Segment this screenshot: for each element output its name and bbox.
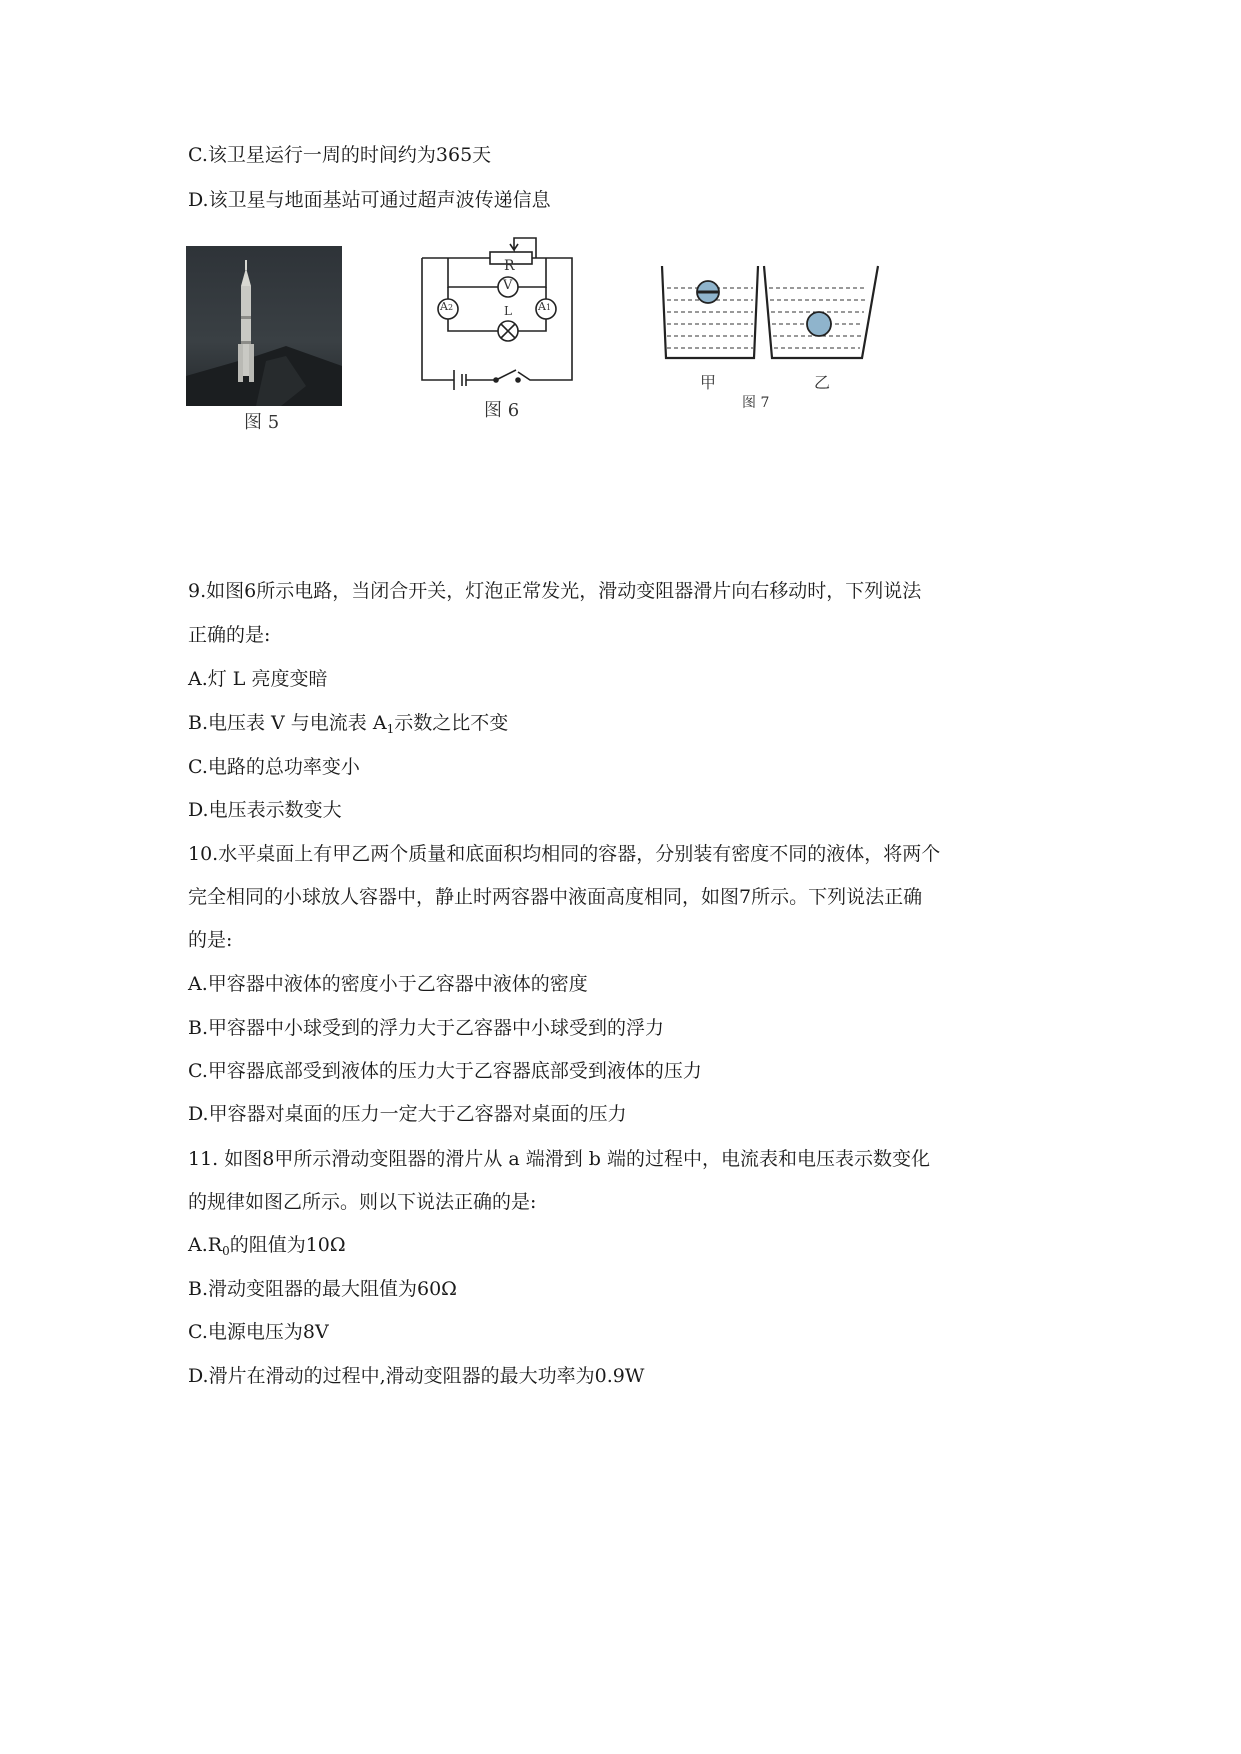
q10-option-b: B.甲容器中小球受到的浮力大于乙容器中小球受到的浮力 [188, 1017, 665, 1039]
q9-option-d: D.电压表示数变大 [188, 799, 342, 821]
q11-option-c: C.电源电压为8V [188, 1321, 329, 1343]
label-A2: A2 [440, 300, 454, 313]
containers-diagram [656, 262, 886, 366]
figure-7-caption: 图 7 [742, 395, 770, 411]
figure-6 [414, 224, 584, 424]
q11-option-a: $A.R_0$的阻值为10Ω [188, 1234, 346, 1258]
q8-option-d: D.该卫星与地面基站可通过超声波传递信息 [188, 189, 551, 211]
q11-option-d: D.滑片在滑动的过程中,滑动变阻器的最大功率为0.9W [188, 1365, 645, 1387]
figure-6-caption: 图 6 [484, 400, 520, 421]
label-yi: 乙 [814, 373, 831, 392]
q11-stem-line1: 11. 如图8甲所示滑动变阻器的滑片从 a 端滑到 b 端的过程中，电流表和电压表示数变化 [188, 1148, 930, 1170]
q10-option-d: D.甲容器对桌面的压力一定大于乙容器对桌面的压力 [188, 1103, 627, 1125]
q9-option-a: A.灯 L 亮度变暗 [188, 668, 328, 690]
q10-stem-line3: 的是: [188, 929, 233, 951]
ball-yi [807, 312, 831, 336]
label-V: V [503, 278, 513, 293]
label-R: R [504, 258, 515, 274]
q10-stem-line2: 完全相同的小球放人容器中，静止时两容器中液面高度相同，如图7所示。下列说法正确 [188, 886, 923, 908]
q9-option-b: B.电压表 V 与电流表 $A_1$示数之比不变 [188, 712, 509, 736]
q9-stem-line2: 正确的是: [188, 624, 271, 646]
figure-5 [186, 246, 342, 433]
q11-option-b: B.滑动变阻器的最大阻值为60Ω [188, 1278, 457, 1300]
label-A1: A1 [538, 300, 552, 313]
q9-option-c: C.电路的总功率变小 [188, 756, 360, 778]
q10-stem-line1: 10.水平桌面上有甲乙两个质量和底面积均相同的容器，分别装有密度不同的液体，将两个 [188, 843, 941, 865]
figure-7 [656, 262, 886, 412]
label-jia: 甲 [700, 373, 717, 392]
q10-option-a: A.甲容器中液体的密度小于乙容器中液体的密度 [188, 973, 588, 995]
q11-stem-line2: 的规律如图乙所示。则以下说法正确的是: [188, 1191, 537, 1213]
q9-stem-line1: 9.如图6所示电路，当闭合开关，灯泡正常发光，滑动变阻器滑片向右移动时，下列说法 [188, 580, 922, 602]
q10-option-c: C.甲容器底部受到液体的压力大于乙容器底部受到液体的压力 [188, 1060, 702, 1082]
label-L: L [504, 304, 512, 318]
q8-option-c: C.该卫星运行一周的时间约为365天 [188, 144, 492, 166]
rocket-photo [186, 246, 342, 406]
figure-5-caption: 图 5 [244, 412, 280, 433]
